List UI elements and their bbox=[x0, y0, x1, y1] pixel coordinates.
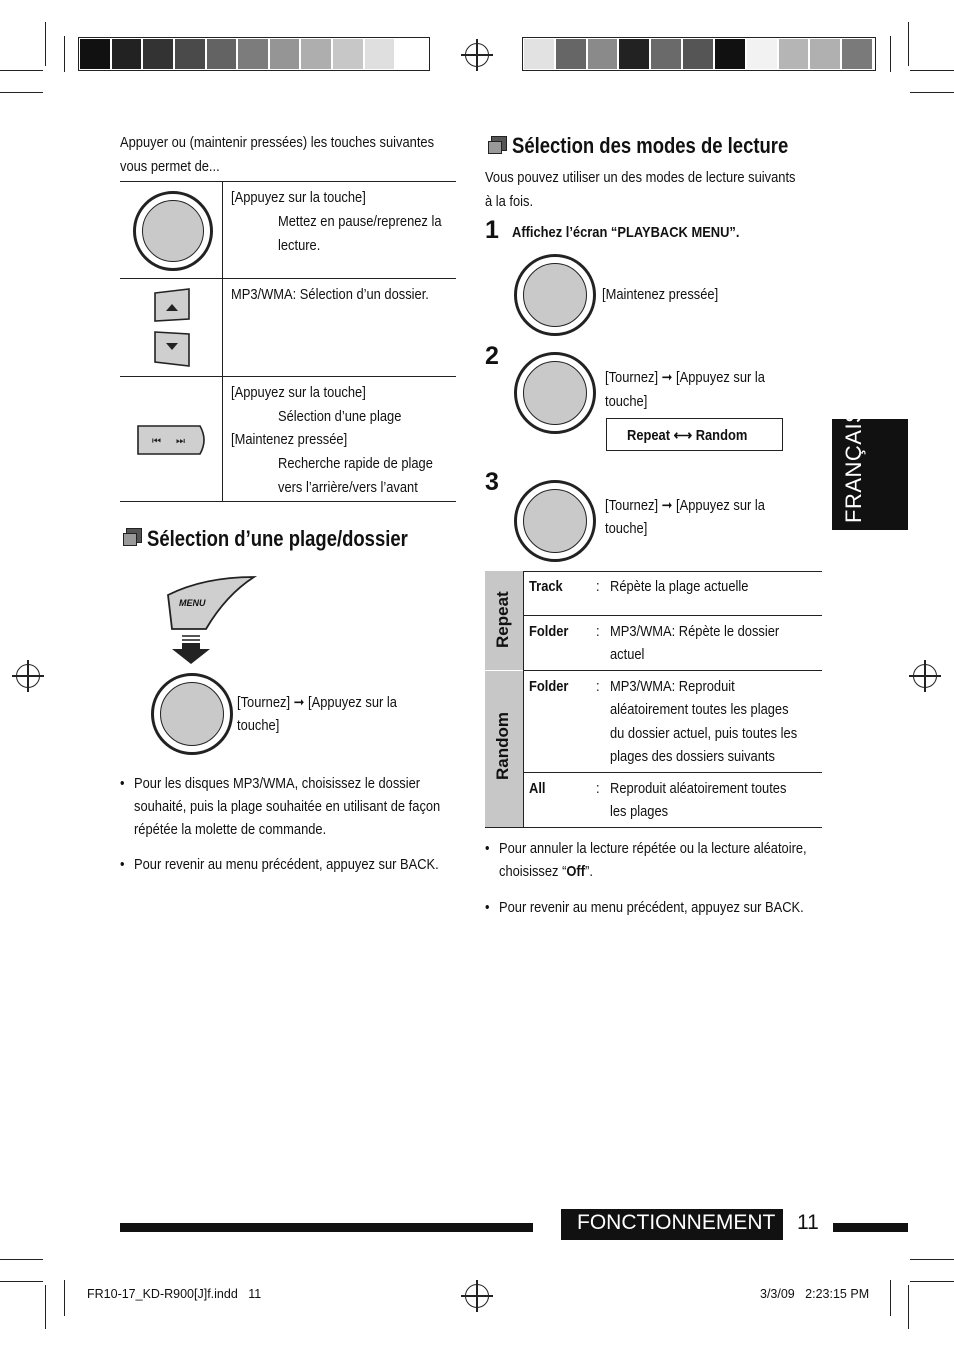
mode-desc: Répète la plage actuelle bbox=[610, 578, 749, 595]
section-title: Sélection d’une plage/dossier bbox=[147, 526, 408, 551]
mode-key: Folder bbox=[529, 623, 569, 640]
table-cell-text: Mettez en pause/reprenez la bbox=[278, 213, 442, 230]
intro-line-2: vous permet de... bbox=[120, 158, 220, 175]
step-text: Affichez l’écran “PLAYBACK MENU”. bbox=[512, 224, 740, 241]
bullet-text: répétée la molette de commande. bbox=[134, 821, 327, 838]
color-swatch bbox=[842, 39, 872, 69]
crop-mark bbox=[0, 1259, 43, 1260]
instruction-text: [Tournez] ➞ [Appuyez sur la bbox=[237, 694, 397, 711]
table-cell-text: Sélection d’une plage bbox=[278, 408, 402, 425]
section-intro: à la fois. bbox=[485, 193, 534, 210]
color-swatch bbox=[396, 39, 426, 69]
mode-desc: les plages bbox=[610, 803, 669, 820]
crop-mark bbox=[908, 22, 909, 66]
color-swatch bbox=[651, 39, 681, 69]
crop-mark bbox=[908, 1285, 909, 1329]
section-intro: Vous pouvez utiliser un des modes de lecture suivants bbox=[485, 169, 796, 186]
table-cell-text: MP3/WMA: Sélection d’un dossier. bbox=[231, 286, 429, 303]
registration-mark-icon bbox=[16, 664, 40, 688]
mode-desc: plages des dossiers suivants bbox=[610, 748, 775, 765]
slug-date: 3/3/09 2:23:15 PM bbox=[760, 1287, 870, 1301]
crop-mark bbox=[45, 1285, 46, 1329]
mode-desc: actuel bbox=[610, 646, 645, 663]
crop-mark bbox=[45, 22, 46, 66]
color-swatch bbox=[238, 39, 268, 69]
menu-key-label: MENU bbox=[179, 598, 206, 608]
color-swatch bbox=[556, 39, 586, 69]
color-swatch bbox=[619, 39, 649, 69]
svg-text:⏮: ⏮ bbox=[152, 436, 161, 447]
page-number: 11 bbox=[797, 1211, 819, 1234]
section-bullet-icon bbox=[126, 528, 142, 543]
color-swatch bbox=[588, 39, 618, 69]
color-swatch bbox=[270, 39, 300, 69]
mode-desc: Reproduit aléatoirement toutes bbox=[610, 780, 787, 797]
repeat-random-label: Repeat ⟷ Random bbox=[627, 427, 748, 444]
step-hint: touche] bbox=[605, 520, 648, 537]
bullet-text: Pour revenir au menu précédent, appuyez sur BACK. bbox=[134, 856, 439, 873]
mode-key: All bbox=[529, 780, 546, 797]
color-swatch bbox=[112, 39, 142, 69]
table-cell-text: [Appuyez sur la touche] bbox=[231, 189, 366, 206]
mode-desc: aléatoirement toutes les plages bbox=[610, 701, 789, 718]
color-swatch bbox=[301, 39, 331, 69]
control-dial-icon bbox=[514, 480, 596, 562]
section-title: Sélection des modes de lecture bbox=[512, 133, 789, 158]
down-arrow-icon bbox=[171, 633, 211, 665]
intro-line-1: Appuyer ou (maintenir pressées) les touches suivantes bbox=[120, 134, 435, 151]
step-number: 2 bbox=[485, 342, 499, 370]
table-cell-text: Recherche rapide de plage bbox=[278, 455, 433, 472]
control-dial-icon bbox=[514, 352, 596, 434]
color-swatch bbox=[715, 39, 745, 69]
crop-mark bbox=[910, 70, 954, 71]
mode-colon: : bbox=[596, 578, 600, 595]
language-tab-label: FRANÇAIS bbox=[841, 407, 866, 523]
color-swatch bbox=[333, 39, 363, 69]
crop-mark bbox=[910, 1259, 954, 1260]
crop-mark bbox=[910, 1281, 954, 1282]
footer-rule-left bbox=[120, 1223, 533, 1232]
svg-text:⏭: ⏭ bbox=[176, 436, 185, 447]
registration-mark-icon bbox=[465, 1284, 489, 1308]
table-cell-text: lecture. bbox=[278, 237, 321, 254]
registration-mark-icon bbox=[465, 43, 489, 67]
footer-rule-right bbox=[833, 1223, 908, 1232]
bullet-text: Pour revenir au menu précédent, appuyez sur BACK. bbox=[499, 899, 804, 916]
mode-key: Track bbox=[529, 578, 563, 595]
bullet-text: Pour les disques MP3/WMA, choisissez le dossier bbox=[134, 775, 421, 792]
color-swatch bbox=[80, 39, 110, 69]
down-arrow-button-icon bbox=[153, 330, 191, 368]
table-cell-text: [Appuyez sur la touche] bbox=[231, 384, 366, 401]
step-hint: touche] bbox=[605, 393, 648, 410]
color-swatch bbox=[143, 39, 173, 69]
control-dial-icon bbox=[133, 191, 213, 271]
color-swatch bbox=[683, 39, 713, 69]
mode-desc: du dossier actuel, puis toutes les bbox=[610, 725, 798, 742]
color-swatch bbox=[524, 39, 554, 69]
color-swatch bbox=[365, 39, 395, 69]
footer-section-label: FONCTIONNEMENT bbox=[577, 1211, 776, 1234]
crop-mark bbox=[64, 36, 65, 72]
crop-mark bbox=[890, 1280, 891, 1316]
color-swatch bbox=[810, 39, 840, 69]
step-number: 3 bbox=[485, 468, 499, 496]
color-swatch bbox=[175, 39, 205, 69]
mode-colon: : bbox=[596, 780, 600, 797]
crop-mark bbox=[910, 92, 954, 93]
section-bullet-icon bbox=[491, 136, 507, 151]
control-dial-icon bbox=[514, 254, 596, 336]
crop-mark bbox=[64, 1280, 65, 1316]
crop-mark bbox=[0, 92, 43, 93]
repeat-group-label: Repeat bbox=[493, 591, 512, 648]
table-cell-text: vers l’arrière/vers l’avant bbox=[278, 479, 418, 496]
mode-key: Folder bbox=[529, 678, 569, 695]
bullet-text: Pour annuler la lecture répétée ou la lecture aléatoire, bbox=[499, 840, 807, 857]
crop-mark bbox=[890, 36, 891, 72]
mode-colon: : bbox=[596, 678, 600, 695]
skip-buttons-icon bbox=[136, 424, 208, 456]
registration-mark-icon bbox=[913, 664, 937, 688]
mode-desc: MP3/WMA: Reproduit bbox=[610, 678, 735, 695]
slug-filename: FR10-17_KD-R900[J]f.indd 11 bbox=[87, 1287, 262, 1301]
bullet-dot: • bbox=[485, 840, 490, 857]
step-hint: [Tournez] ➞ [Appuyez sur la bbox=[605, 369, 765, 386]
color-swatch bbox=[747, 39, 777, 69]
control-dial-icon bbox=[151, 673, 233, 755]
crop-mark bbox=[0, 1281, 43, 1282]
mode-colon: : bbox=[596, 623, 600, 640]
step-number: 1 bbox=[485, 216, 499, 244]
table-cell-text: [Maintenez pressée] bbox=[231, 431, 348, 448]
bullet-text: souhaité, puis la plage souhaitée en utilisant de façon bbox=[134, 798, 441, 815]
bullet-dot: • bbox=[120, 856, 125, 873]
step-hint: [Tournez] ➞ [Appuyez sur la bbox=[605, 497, 765, 514]
color-swatch bbox=[207, 39, 237, 69]
step-hint: [Maintenez pressée] bbox=[602, 286, 719, 303]
crop-mark bbox=[0, 70, 43, 71]
mode-desc: MP3/WMA: Répète le dossier bbox=[610, 623, 780, 640]
bullet-text: choisissez “Off”. bbox=[499, 863, 593, 880]
bullet-dot: • bbox=[485, 899, 490, 916]
random-group-label: Random bbox=[493, 712, 512, 780]
color-swatch bbox=[779, 39, 809, 69]
up-arrow-button-icon bbox=[153, 287, 191, 323]
instruction-text: touche] bbox=[237, 717, 280, 734]
bullet-dot: • bbox=[120, 775, 125, 792]
